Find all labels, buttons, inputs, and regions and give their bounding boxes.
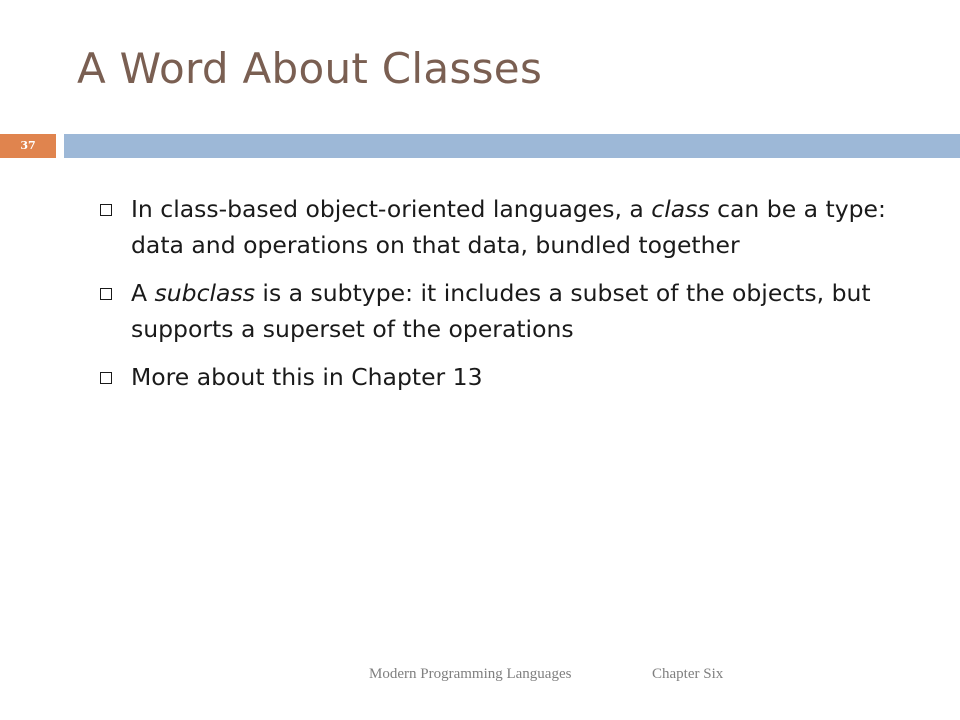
bullet-item-chapter: [100, 360, 920, 396]
footer-course: Modern Programming Languages: [369, 666, 572, 682]
slide-number: 37: [0, 134, 56, 158]
bullet-text-part: A: [131, 279, 155, 307]
bullet-emphasis-subclass: subclass: [154, 279, 255, 307]
square-bullet-icon: [100, 288, 112, 300]
bullet-list: [100, 192, 920, 409]
footer-chapter: Chapter Six: [652, 666, 724, 682]
bullet-text-part: can be a type: data and operations on that data, bundled together: [131, 195, 886, 259]
bullet-text-part: In class-based object-oriented languages, a: [131, 195, 652, 223]
bullet-text-part: is a subtype: it includes a subset of the objects, but supports a superset of the operations: [131, 279, 871, 343]
title-rule-bar: [64, 134, 960, 158]
bullet-item-class: [100, 192, 920, 263]
slide-title: A Word About Classes: [77, 44, 543, 93]
bullet-item-subclass: [100, 276, 920, 347]
square-bullet-icon: [100, 204, 112, 216]
square-bullet-icon: [100, 372, 112, 384]
bullet-emphasis-class: class: [651, 195, 710, 223]
bullet-text: More about this in Chapter 13: [131, 363, 483, 391]
